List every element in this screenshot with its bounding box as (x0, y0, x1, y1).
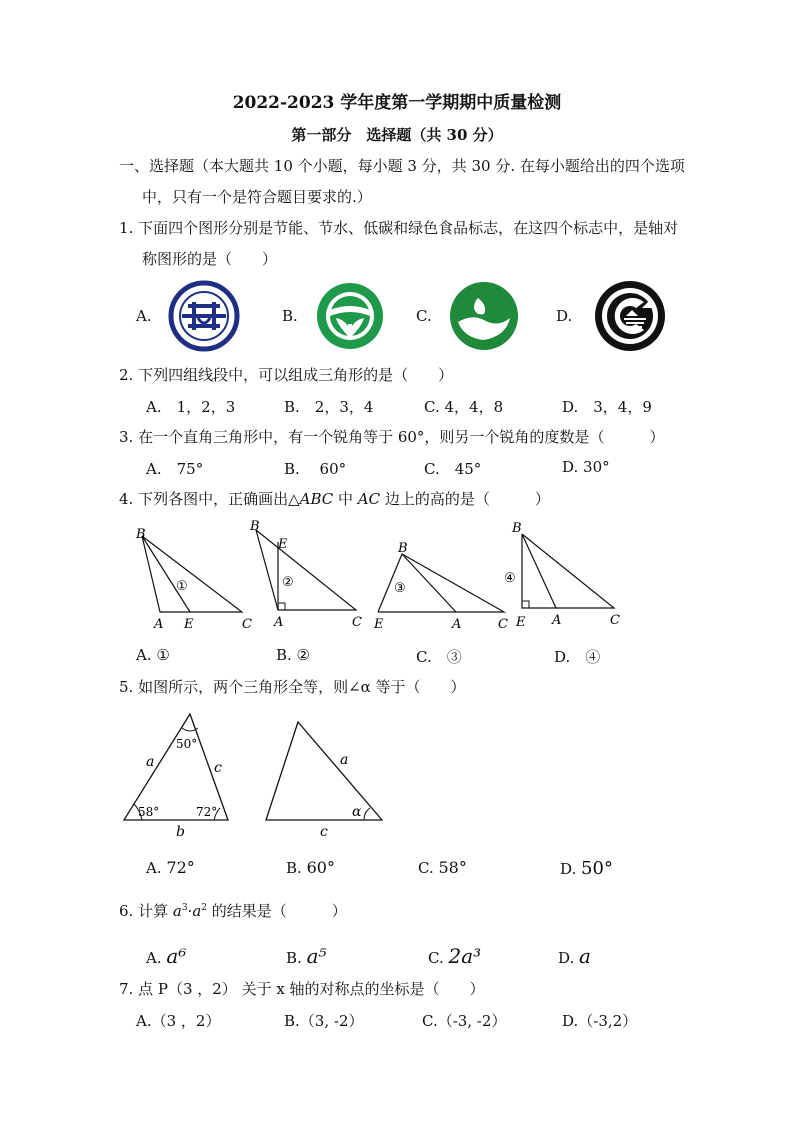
q4-fig2-label-b: B (250, 519, 260, 534)
q5-option-d: D. 50° (560, 858, 613, 879)
low-carbon-logo-icon (448, 280, 520, 352)
q4-fig4-label-c: C (610, 613, 620, 628)
q3-option-d: D. 30° (562, 458, 610, 476)
q1-stem-line-1: 1. 下面四个图形分别是节能、节水、低碳和绿色食品标志，在这四个标志中，是轴对 (119, 219, 679, 237)
q6-option-a: A. a⁶ (146, 944, 187, 968)
q5-side-b: b (176, 824, 185, 840)
water-saving-logo-icon (314, 280, 386, 352)
q4-fig4-number: ④ (504, 571, 516, 586)
part-heading: 第一部分 选择题（共 30 分） (291, 126, 503, 144)
q4-fig4-label-b: B (512, 521, 522, 536)
q4-option-b: B. ② (276, 646, 311, 664)
q4-fig4-label-a: A (552, 613, 562, 628)
q5-right-side-c: c (320, 824, 328, 840)
q4-figure-2 (244, 516, 370, 632)
q5-side-a: a (146, 754, 155, 770)
q5-triangle-right (260, 716, 390, 840)
q5-option-b: B. 60° (286, 858, 335, 877)
q4-figure-4 (500, 516, 626, 632)
q2-option-a: A. 1，2，3 (146, 398, 236, 416)
q3-stem: 3. 在一个直角三角形中，有一个锐角等于 60°，则另一个锐角的度数是（ ） (119, 428, 665, 446)
q4-fig1-number: ① (176, 579, 188, 594)
q5-right-alpha: α (352, 804, 362, 820)
q3-option-a: A. 75° (146, 460, 204, 478)
q4-fig1-label-c: C (242, 617, 252, 632)
green-food-logo-icon (592, 278, 668, 354)
page-title: 2022-2023 学年度第一学期期中质量检测 (232, 93, 562, 113)
q4-fig4-label-e: E (516, 615, 526, 630)
q5-right-side-a: a (340, 752, 349, 768)
q4-fig3-label-a: A (452, 617, 462, 632)
q4-fig1-label-e: E (184, 617, 194, 632)
q7-option-d: D.（-3,2） (562, 1012, 638, 1030)
q4-fig3-number: ③ (394, 581, 406, 596)
q4-fig2-label-e: E (278, 537, 288, 552)
q4-option-d: D. ④ (554, 648, 601, 666)
q4-fig2-label-a: A (274, 615, 284, 630)
q7-option-b: B.（3, -2） (284, 1012, 364, 1030)
q5-side-c: c (214, 760, 222, 776)
q2-option-c: C. 4，4，8 (424, 398, 504, 416)
q3-option-c: C. 45° (424, 460, 482, 478)
q7-option-a: A.（3 ，2） (136, 1012, 221, 1030)
q1-option-b: B. (282, 307, 298, 325)
q5-option-c: C. 58° (418, 858, 467, 877)
q5-triangle-left (118, 708, 238, 840)
q7-option-c: C.（-3, -2） (422, 1012, 507, 1030)
section-line-1: 一、选择题（本大题共 10 个小题，每小题 3 分，共 30 分. 在每小题给出的四个选项 (119, 157, 685, 175)
q1-stem-line-2: 称图形的是（ ） (142, 250, 278, 268)
q4-figure-3 (366, 540, 514, 632)
q7-stem: 7. 点 P（3 ，2） 关于 x 轴的对称点的坐标是（ ） (119, 980, 485, 998)
q6-option-d: D. a (558, 944, 591, 968)
q5-angle-right: 72° (196, 805, 218, 819)
q4-figure-1 (130, 520, 260, 632)
energy-saving-logo-icon (168, 280, 240, 352)
q2-option-b: B. 2，3，4 (284, 398, 374, 416)
q4-stem: 4. 下列各图中，正确画出△ABC 中 AC 边上的高的是（ ） (119, 490, 550, 508)
q6-option-b: B. a⁵ (286, 944, 327, 968)
q4-fig2-number: ② (282, 575, 294, 590)
q3-option-b: B. 60° (284, 460, 347, 478)
q4-fig3-label-c: C (498, 617, 508, 632)
q4-fig2-label-c: C (352, 615, 362, 630)
q2-option-d: D. 3，4，9 (562, 398, 652, 416)
q5-angle-top: 50° (176, 737, 198, 751)
section-line-2: 中，只有一个是符合题目要求的.） (142, 188, 372, 206)
q4-fig3-label-e: E (374, 617, 384, 632)
q5-option-a: A. 72° (146, 858, 195, 877)
q2-stem: 2. 下列四组线段中，可以组成三角形的是（ ） (119, 366, 454, 384)
q5-stem: 5. 如图所示，两个三角形全等，则∠α 等于（ ） (119, 678, 466, 696)
q6-stem: 6. 计算 $a^3\cdot a^2$ 的结果是（ ） (119, 902, 347, 920)
q4-fig3-label-b: B (398, 541, 408, 556)
q1-option-a: A. (136, 307, 152, 325)
q1-option-c: C. (416, 307, 432, 325)
q1-option-d: D. (556, 307, 573, 325)
q5-angle-left: 58° (138, 805, 160, 819)
q4-fig1-label-b: B (136, 527, 146, 542)
q6-option-c: C. 2a³ (428, 944, 482, 968)
q4-option-c: C. ③ (416, 648, 462, 666)
q4-fig1-label-a: A (154, 617, 164, 632)
q4-option-a: A. ① (136, 646, 170, 664)
